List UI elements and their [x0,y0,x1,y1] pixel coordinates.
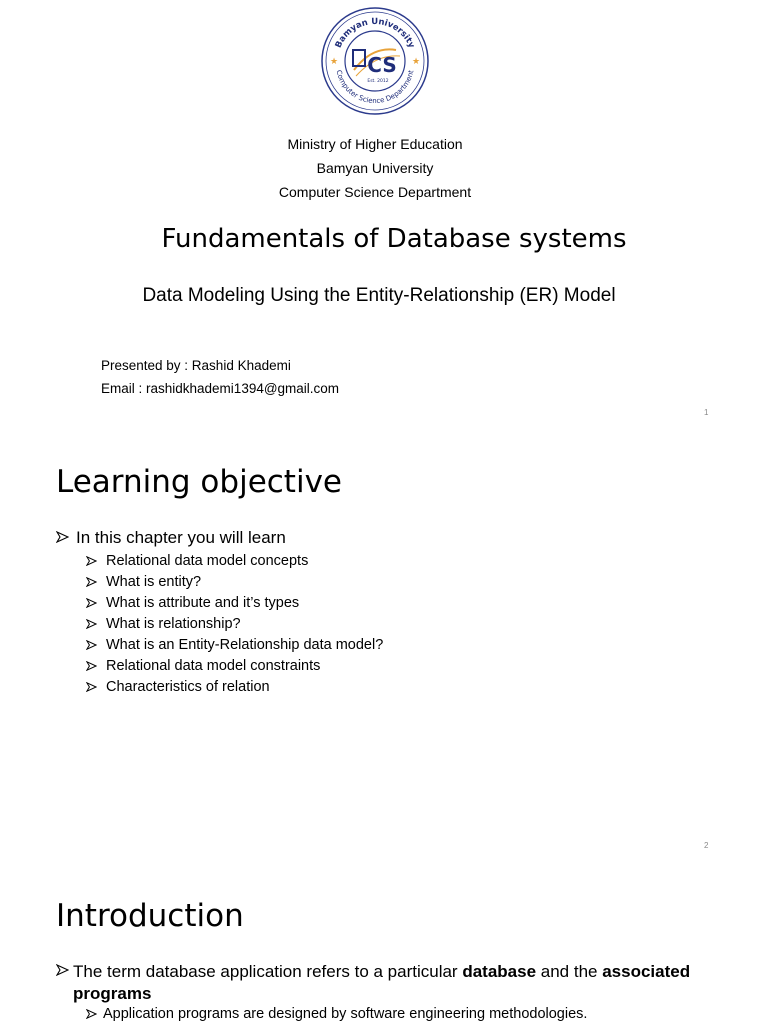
arrow-bullet-icon [86,598,97,608]
learning-objective-slide [0,430,768,860]
introduction-slide [0,860,768,1024]
presenter-email: Email : rashidkhademi1394@gmail.com [101,381,340,396]
bold-text: database [462,962,537,981]
university-line: Bamyan University [316,160,434,176]
objective-item: Relational data model constraints [106,658,321,674]
page-number: 1 [704,408,709,417]
arrow-bullet-icon [86,661,97,671]
logo-top-text: Bamyan University [333,16,417,50]
objective-item: What is entity? [106,574,202,590]
logo-seal-icon [320,6,430,116]
bold-text: associated [602,962,691,981]
list-item [86,1006,587,1022]
text-part: and the [536,962,603,981]
list-item [86,616,241,632]
objective-item: What is an Entity-Relationship data model? [106,637,384,653]
list-item [56,528,286,548]
presentation-subtitle: Data Modeling Using the Entity-Relationship (ER) Model [142,285,616,306]
arrow-bullet-icon [86,1009,97,1019]
arrow-bullet-icon [86,619,97,629]
objective-item: Relational data model concepts [106,553,309,569]
presentation-title: Fundamentals of Database systems [161,224,627,254]
arrow-bullet-icon [86,682,97,692]
objective-item: What is relationship? [106,616,241,632]
svg-text:★: ★ [412,57,421,67]
intro-bullet-text [73,961,690,1005]
title-slide [0,0,768,430]
logo-bottom-text: Computer Science Department [334,69,416,106]
logo-center-text: CS [367,53,397,77]
presenter-name: Presented by : Rashid Khademi [101,358,291,373]
slide-heading: Introduction [56,898,244,934]
list-item [86,574,201,590]
arrow-bullet-icon [86,577,97,587]
text-part: The term database application refers to a particular [73,962,463,981]
university-logo [320,6,430,116]
slide-heading: Learning objective [56,464,342,500]
ministry-line: Ministry of Higher Education [287,136,463,152]
arrow-bullet-icon [56,964,69,976]
list-item [86,658,320,674]
list-item [86,679,270,695]
bold-text: programs [73,984,152,1003]
objective-item: What is attribute and it’s types [106,595,300,611]
arrow-bullet-icon [56,531,69,543]
department-line: Computer Science Department [278,184,472,200]
logo-est-text: Est. 2012 [367,79,389,84]
arrow-bullet-icon [86,556,97,566]
list-item [56,961,716,1005]
list-item [86,595,299,611]
svg-text:★: ★ [330,57,339,67]
intro-text: In this chapter you will learn [76,528,286,547]
list-item [86,553,308,569]
page-number: 2 [704,841,709,850]
sub-bullet-text: Application programs are designed by software engineering methodologies. [103,1006,588,1022]
arrow-bullet-icon [86,640,97,650]
list-item [86,637,383,653]
objective-item: Characteristics of relation [106,679,270,695]
